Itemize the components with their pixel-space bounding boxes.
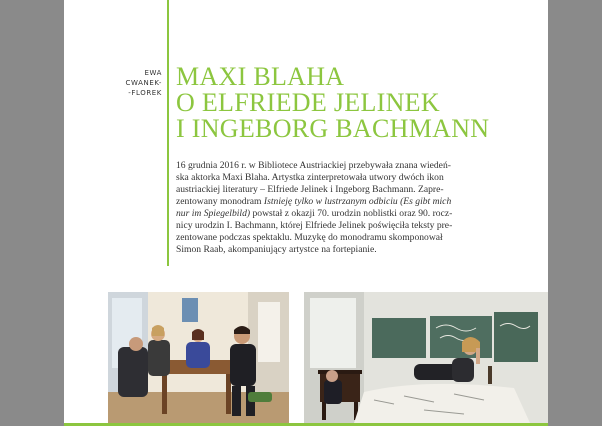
body-text-run: zentowany monodram <box>176 196 264 207</box>
body-line <box>176 172 544 184</box>
body-italic-run: nur im Spiegelbild) <box>176 208 251 219</box>
body-line <box>176 196 544 208</box>
author-line: EWA <box>144 69 162 77</box>
author-line: CWANEK- <box>125 79 162 87</box>
body-line <box>176 184 544 196</box>
photo-meeting <box>108 292 289 423</box>
body-text-run: austriackiej literatury – Elfriede Jelinek i Ingeborg Bachmann. Zapre- <box>176 184 444 195</box>
body-line <box>176 208 544 220</box>
body-line <box>176 220 544 232</box>
article-body <box>176 160 544 256</box>
article-title <box>176 64 546 142</box>
body-text-run: ska aktorka Maxi Blaha. Artystka zinterpretowała utwory dwóch ikon <box>176 172 444 183</box>
body-text-run: Simon Raab, akompaniujący artystce na fortepianie. <box>176 244 377 255</box>
title-line: MAXI BLAHA <box>176 62 345 91</box>
magazine-page <box>64 0 548 426</box>
author-line: -FLOREK <box>128 89 162 97</box>
photo-performance-illustration <box>304 292 548 423</box>
green-vertical-rule <box>167 0 169 266</box>
body-line <box>176 244 544 256</box>
right-margin <box>548 0 602 426</box>
body-line <box>176 232 544 244</box>
body-text-run: nicy urodzin I. Bachmann, której Elfriede Jelinek poświęciła teksty pre- <box>176 220 453 231</box>
title-line: O ELFRIEDE JELINEK <box>176 88 440 117</box>
left-margin <box>0 0 64 426</box>
title-line: I INGEBORG BACHMANN <box>176 114 490 143</box>
body-line <box>176 160 544 172</box>
body-text-run: zentowane podczas spektaklu. Muzykę do monodramu skomponował <box>176 232 443 243</box>
photo-performance <box>304 292 548 423</box>
photo-meeting-illustration <box>108 292 289 423</box>
body-text-run: 16 grudnia 2016 r. w Bibliotece Austriackiej przebywała znana wiedeń- <box>176 160 451 171</box>
author-name <box>74 68 162 98</box>
body-italic-run: Istnieję tylko w lustrzanym odbiciu (Es gibt mich <box>263 196 452 207</box>
body-text-run: powstał z okazji 70. urodzin noblistki oraz 90. rocz- <box>250 208 453 219</box>
